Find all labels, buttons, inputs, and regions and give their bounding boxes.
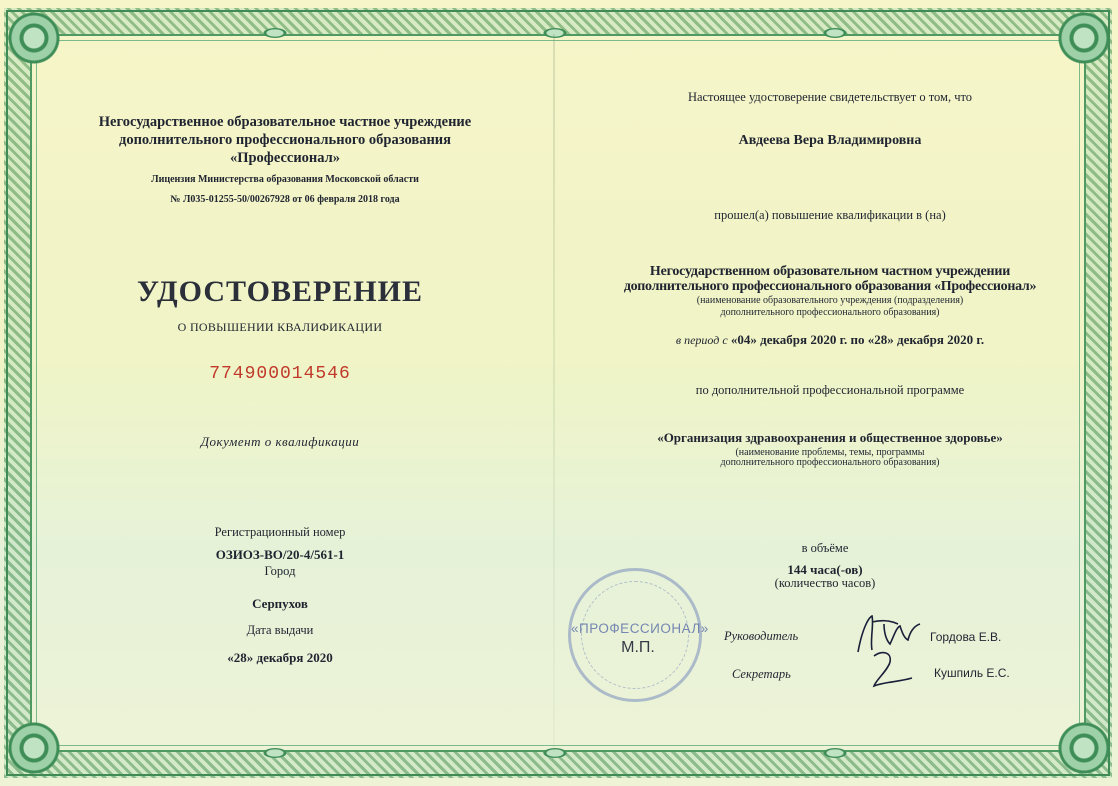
org-line-3: «Профессионал»	[229, 150, 341, 166]
director-name: Гордова Е.В.	[930, 630, 1002, 644]
border-ornament	[240, 738, 310, 768]
institution-line-2: дополнительного профессионального образования «Профессионал»	[623, 279, 1037, 294]
official-stamp	[568, 568, 709, 702]
org-line-1: Негосударственное образовательное частное учреждение	[98, 114, 472, 130]
program-note-1: (наименование проблемы, темы, программы	[735, 447, 925, 458]
hours-note: (количество часов)	[774, 576, 876, 590]
corner-ornament	[2, 6, 66, 70]
document-type: Документ о квалификации	[200, 434, 360, 449]
corner-ornament	[2, 716, 66, 780]
corner-ornament	[1052, 716, 1116, 780]
issue-date-label: Дата выдачи	[246, 623, 314, 637]
holder-full-name: Авдеева Вера Владимировна	[738, 133, 922, 148]
serial-number: 774900014546	[209, 364, 351, 384]
stamp-text: «ПРОФЕССИОНАЛ»	[571, 621, 709, 636]
document-subtitle: О ПОВЫШЕНИИ КВАЛИФИКАЦИИ	[177, 320, 383, 334]
corner-ornament	[1052, 6, 1116, 70]
director-role: Руководитель	[724, 629, 799, 643]
program-note-2: дополнительного профессионального образования)	[720, 457, 940, 468]
program-name: «Организация здравоохранения и общественное здоровье»	[657, 430, 1003, 445]
period-prefix: в период с	[675, 333, 728, 347]
organization-header	[40, 114, 530, 168]
license-line-1: Лицензия Министерства образования Московской области	[151, 174, 419, 185]
border-ornament	[800, 738, 870, 768]
issue-date: «28» декабря 2020	[227, 650, 333, 665]
registration-label: Регистрационный номер	[214, 525, 346, 539]
org-line-2: дополнительного профессионального образования	[118, 132, 451, 148]
border-ornament	[240, 18, 310, 48]
period-dates: «04» декабря 2020 г. по «28» декабря 2020 г.	[730, 332, 985, 347]
secretary-name: Кушпиль Е.С.	[934, 666, 1010, 680]
stamp-mp: М.П.	[621, 639, 655, 656]
study-period	[570, 332, 1090, 348]
secretary-signature	[868, 648, 918, 690]
city-value: Серпухов	[252, 596, 308, 611]
border-ornament	[520, 738, 590, 768]
volume-label: в объёме	[801, 541, 849, 555]
certificate-intro: Настоящее удостоверение свидетельствует о том, что	[687, 90, 973, 104]
border-ornament	[800, 18, 870, 48]
hours-value: 144 часа(-ов)	[787, 562, 863, 577]
institution-note-2: дополнительного профессионального образования)	[720, 307, 940, 318]
registration-number: ОЗИОЗ-ВО/20-4/561-1	[215, 547, 345, 562]
institution-note-1: (наименование образовательного учреждения (подразделения)	[696, 295, 964, 306]
center-fold	[553, 34, 555, 752]
border-ornament	[520, 18, 590, 48]
passed-text: прошел(а) повышение квалификации в (на)	[714, 208, 946, 222]
program-intro: по дополнительной профессиональной программе	[695, 383, 965, 397]
license-line-2: № Л035-01255-50/00267928 от 06 февраля 2018 года	[170, 194, 400, 205]
secretary-role: Секретарь	[732, 667, 791, 681]
institution-line-1: Негосударственном образовательном частном учреждении	[649, 264, 1011, 279]
city-label: Город	[264, 564, 296, 578]
document-title: УДОСТОВЕРЕНИЕ	[137, 275, 423, 308]
